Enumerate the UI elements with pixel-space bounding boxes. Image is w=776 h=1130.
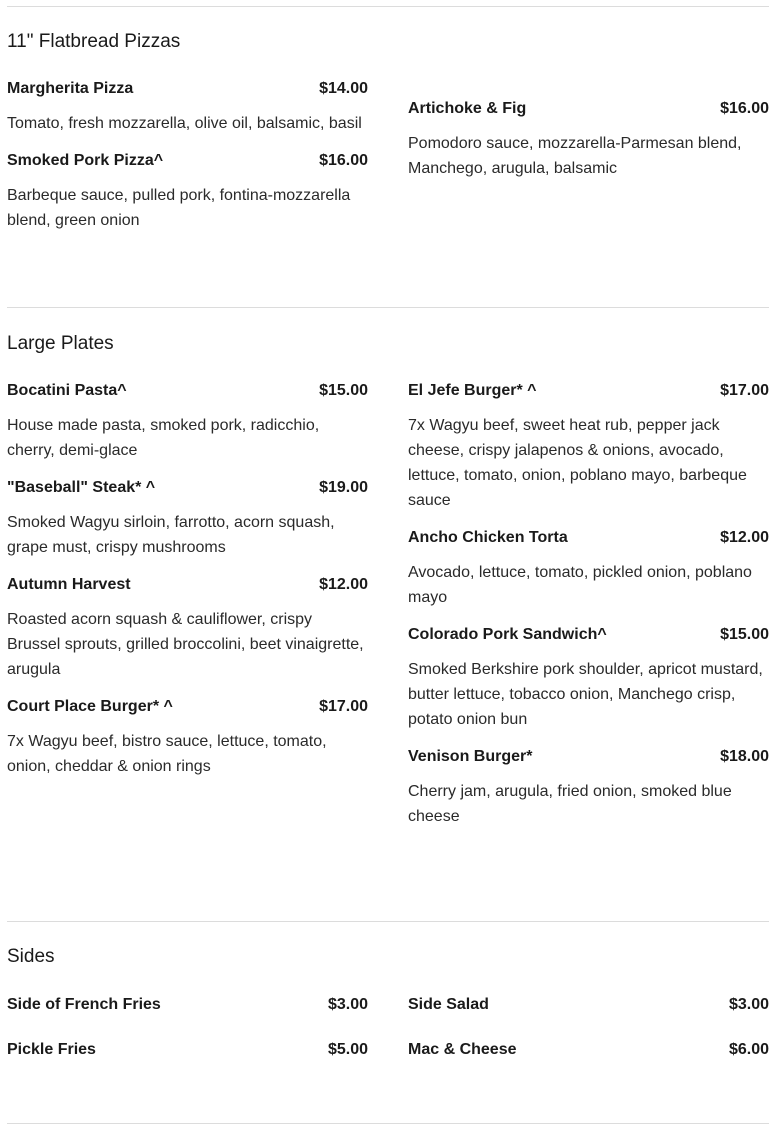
item-description: 7x Wagyu beef, sweet heat rub, pepper jack cheese, crispy jalapenos & onions, avocado, lettuce, tomato, onion, poblano mayo, barbeque sauce [408,417,747,509]
item-price: $19.00 [319,479,368,496]
item-price: $15.00 [720,626,769,643]
item-name: Court Place Burger* ^ [7,698,173,715]
section-divider [7,1123,769,1124]
item-description: 7x Wagyu beef, bistro sauce, lettuce, tomato, onion, cheddar & onion rings [7,733,327,775]
item-description: House made pasta, smoked pork, radicchio, cherry, demi-glace [7,417,320,459]
item-name: Autumn Harvest [7,576,131,593]
item-price: $12.00 [319,576,368,593]
item-price: $18.00 [720,748,769,765]
item-name: Pickle Fries [7,1041,96,1058]
flatbread-right-column [408,97,769,194]
item-price: $14.00 [319,80,368,97]
item-description: Avocado, lettuce, tomato, pickled onion, poblano mayo [408,564,752,606]
item-name: Side Salad [408,996,489,1013]
menu-item [408,379,769,513]
item-price: $12.00 [720,529,769,546]
menu-item [7,476,368,560]
item-price: $16.00 [319,152,368,169]
section-divider [7,921,769,922]
item-name: Bocatini Pasta^ [7,382,127,399]
menu-item [7,993,368,1017]
item-price: $3.00 [728,996,769,1013]
item-description: Smoked Berkshire pork shoulder, apricot mustard, butter lettuce, tobacco onion, Manchego crisp, potato onion bun [408,661,763,728]
section-divider [7,6,769,7]
sides-right-column [408,993,769,1083]
item-description: Smoked Wagyu sirloin, farrotto, acorn squash, grape must, crispy mushrooms [7,514,335,556]
large-plates-left-column [7,379,368,792]
item-name: Smoked Pork Pizza^ [7,152,164,169]
item-price: $17.00 [720,382,769,399]
item-price: $3.00 [327,996,368,1013]
item-name: Mac & Cheese [408,1041,517,1058]
menu-item [408,745,769,829]
section-title-sides: Sides [7,946,55,967]
item-name: "Baseball" Steak* ^ [7,479,156,496]
large-plates-right-column [408,379,769,842]
menu-item [7,149,368,233]
section-title-large-plates: Large Plates [7,333,114,354]
section-title-flatbread-pizzas: 11" Flatbread Pizzas [7,31,181,52]
item-name: Side of French Fries [7,996,161,1013]
menu-item [7,379,368,463]
menu-item [408,623,769,732]
item-price: $16.00 [720,100,769,117]
menu-item [7,573,368,682]
item-name: Margherita Pizza [7,80,134,97]
menu-item [408,97,769,181]
menu-item [408,993,769,1017]
item-name: Artichoke & Fig [408,100,527,117]
menu-item [7,1038,368,1062]
sides-left-column [7,993,368,1083]
menu-item [7,695,368,779]
item-name: El Jefe Burger* ^ [408,382,537,399]
item-description: Pomodoro sauce, mozzarella-Parmesan blend, Manchego, arugula, balsamic [408,135,742,177]
menu-item [7,77,368,136]
item-description: Barbeque sauce, pulled pork, fontina-mozzarella blend, green onion [7,187,351,229]
item-price: $15.00 [319,382,368,399]
item-description: Cherry jam, arugula, fried onion, smoked blue cheese [408,783,732,825]
item-name: Venison Burger* [408,748,533,765]
item-description: Tomato, fresh mozzarella, olive oil, balsamic, basil [7,115,362,132]
item-price: $6.00 [728,1041,769,1058]
section-divider [7,307,769,308]
item-name: Colorado Pork Sandwich^ [408,626,607,643]
item-description: Roasted acorn squash & cauliflower, crispy Brussel sprouts, grilled broccolini, beet vinaigrette, arugula [7,611,364,678]
item-price: $17.00 [319,698,368,715]
item-name: Ancho Chicken Torta [408,529,568,546]
flatbread-left-column [7,77,368,246]
item-price: $5.00 [327,1041,368,1058]
menu-item [408,1038,769,1062]
menu-item [408,526,769,610]
